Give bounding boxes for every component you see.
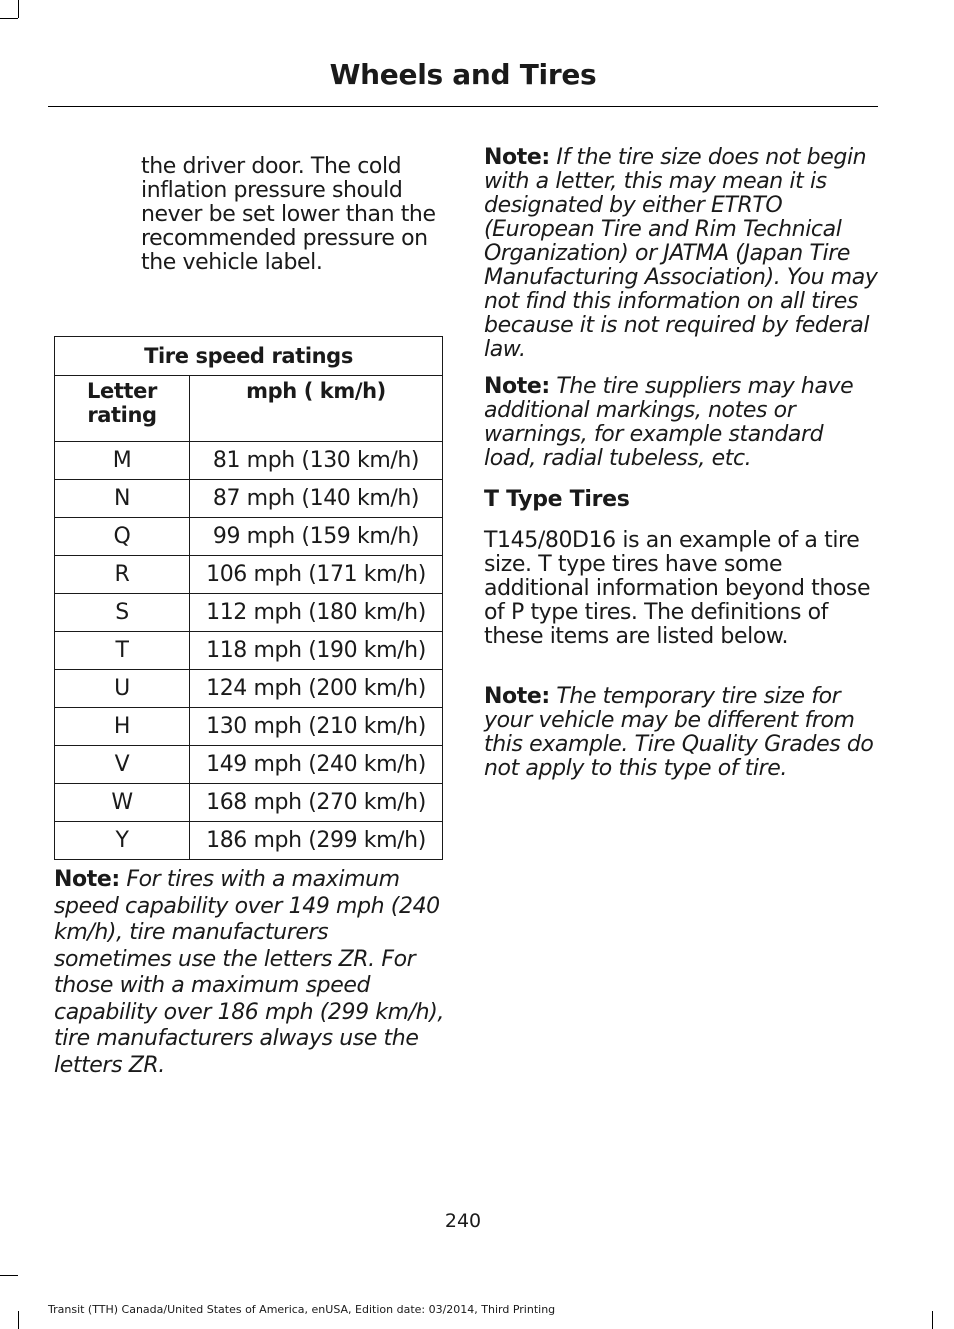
column-header-speed: mph ( km/h) [190,376,443,442]
letter-cell: U [55,670,190,708]
note-text: The tire suppliers may have additional markings, notes or warnings, for example standard load, radial tubeless, etc. [484,374,854,471]
letter-cell: W [55,784,190,822]
intro-paragraph: the driver door. The cold inflation pressure should never be set lower than the recommended pressure on the vehicle label. [141,154,436,275]
letter-cell: N [55,480,190,518]
table-row [55,670,443,708]
speed-cell: 118 mph (190 km/h) [190,632,443,670]
crop-mark [0,1275,18,1276]
note-label: Note: [484,684,550,709]
letter-cell: T [55,632,190,670]
footer-edition-info: Transit (TTH) Canada/United States of America, enUSA, Edition date: 03/2014, Third Printing [48,1303,556,1316]
note-label: Note: [484,145,550,170]
page-title: Wheels and Tires [329,58,597,91]
section-heading: T Type Tires [484,487,630,512]
letter-cell: R [55,556,190,594]
page-number: 240 [444,1210,482,1232]
table-row [55,746,443,784]
speed-cell: 99 mph (159 km/h) [190,518,443,556]
t-type-paragraph: T145/80D16 is an example of a tire size. T type tires have some additional information beyond those of P type tires. The definitions of these items are listed below. [484,528,871,649]
crop-mark [932,1311,933,1329]
speed-cell: 106 mph (171 km/h) [190,556,443,594]
header-divider [48,106,878,107]
table-row [55,632,443,670]
note-text: The temporary tire size for your vehicle may be different from this example. Tire Quality Grades do not apply to this type of tire. [484,684,874,781]
table-row [55,784,443,822]
suppliers-note [484,375,879,471]
table-row [55,480,443,518]
table-row [55,518,443,556]
table-row [55,442,443,480]
speed-cell: 81 mph (130 km/h) [190,442,443,480]
speed-cell: 124 mph (200 km/h) [190,670,443,708]
letter-cell: V [55,746,190,784]
letter-cell: Y [55,822,190,860]
crop-mark [18,0,19,18]
note-text: If the tire size does not begin with a letter, this may mean it is designated by either ETRTO (European Tire and Rim Technical Organization) or JATMA (Japan Tire Manufacturing Association). You may not find this information on all tires because it is not required by federal law. [484,145,878,362]
letter-cell: M [55,442,190,480]
note-label: Note: [484,374,550,399]
zr-note [54,867,449,1079]
crop-mark [18,1311,19,1329]
letter-cell: Q [55,518,190,556]
letter-cell: S [55,594,190,632]
table-row [55,708,443,746]
speed-cell: 130 mph (210 km/h) [190,708,443,746]
table-row [55,556,443,594]
column-header-letter-rating: Letter rating [55,376,190,442]
speed-cell: 168 mph (270 km/h) [190,784,443,822]
speed-cell: 186 mph (299 km/h) [190,822,443,860]
crop-mark [0,18,18,19]
etrto-note [484,146,879,362]
note-label: Note: [54,867,120,892]
table-caption: Tire speed ratings [55,337,443,376]
letter-cell: H [55,708,190,746]
temporary-tire-note [484,685,879,781]
speed-cell: 149 mph (240 km/h) [190,746,443,784]
table-row [55,594,443,632]
speed-cell: 112 mph (180 km/h) [190,594,443,632]
table-row [55,822,443,860]
speed-cell: 87 mph (140 km/h) [190,480,443,518]
note-text: For tires with a maximum speed capability over 149 mph (240 km/h), tire manufacturers sometimes use the letters ZR. For those with a maximum speed capability over 186 mph (299 km/h), tire manufacturers always use the letters ZR. [54,867,445,1078]
tire-speed-ratings-table [54,336,443,860]
